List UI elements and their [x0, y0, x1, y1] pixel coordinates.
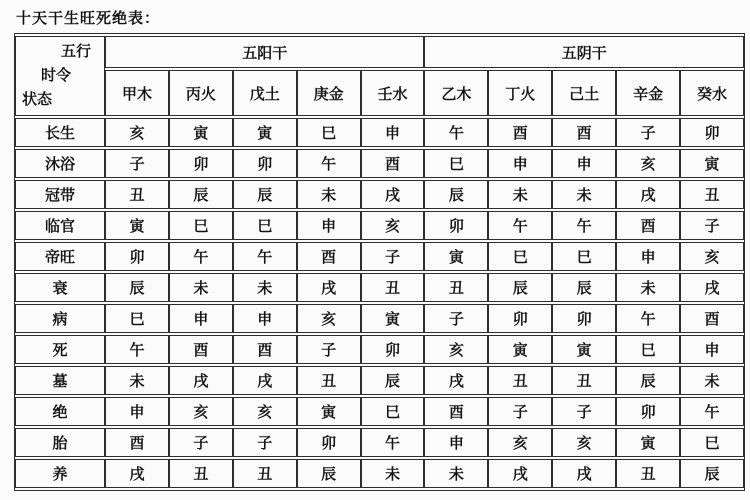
table-row: [15, 304, 744, 333]
branch-cell: 戌: [297, 273, 361, 302]
stage-label-cell: 帝旺: [15, 242, 105, 271]
branch-cell: 子: [616, 118, 680, 147]
stage-label-cell: 死: [15, 335, 105, 364]
branch-cell: 辰: [233, 180, 297, 209]
stem-header-cell: 己土: [552, 70, 616, 116]
branch-cell: 酉: [297, 242, 361, 271]
stem-header-cell: 乙木: [424, 70, 488, 116]
branch-cell: 寅: [616, 428, 680, 457]
branch-cell: 未: [552, 180, 616, 209]
branch-cell: 未: [424, 459, 488, 488]
branch-cell: 子: [424, 304, 488, 333]
branch-cell: 子: [105, 149, 169, 178]
branch-cell: 酉: [680, 304, 744, 333]
stem-header-cell: 庚金: [297, 70, 361, 116]
stem-header-cell: 甲木: [105, 70, 169, 116]
branch-cell: 酉: [488, 118, 552, 147]
branch-cell: 午: [616, 304, 680, 333]
branch-cell: 申: [680, 335, 744, 364]
branch-cell: 卯: [680, 118, 744, 147]
branch-cell: 辰: [680, 459, 744, 488]
branch-cell: 午: [680, 397, 744, 426]
stage-label-cell: 养: [15, 459, 105, 488]
stage-label-cell: 长生: [15, 118, 105, 147]
table-body: [15, 118, 744, 488]
branch-cell: 亥: [105, 118, 169, 147]
stage-label-cell: 临官: [15, 211, 105, 240]
branch-cell: 未: [488, 180, 552, 209]
branch-cell: 子: [297, 335, 361, 364]
branch-cell: 申: [361, 118, 425, 147]
branch-cell: 戌: [680, 273, 744, 302]
table-row: [15, 428, 744, 457]
branch-cell: 申: [233, 304, 297, 333]
branch-cell: 戌: [552, 459, 616, 488]
branch-cell: 未: [616, 273, 680, 302]
branch-cell: 午: [233, 242, 297, 271]
branch-cell: 寅: [361, 304, 425, 333]
corner-label-shiling: 时令: [40, 67, 71, 84]
branch-cell: 巳: [297, 118, 361, 147]
branch-cell: 子: [680, 211, 744, 240]
branch-cell: 酉: [105, 428, 169, 457]
stems-header-row: [15, 70, 744, 116]
branch-cell: 巳: [488, 242, 552, 271]
branch-cell: 戌: [616, 180, 680, 209]
branch-cell: 午: [552, 211, 616, 240]
branch-cell: 亥: [169, 397, 233, 426]
branch-cell: 未: [169, 273, 233, 302]
branch-cell: 未: [297, 180, 361, 209]
table-row: [15, 180, 744, 209]
page-title: 十天干生旺死绝表：: [16, 10, 161, 27]
branch-cell: 戌: [488, 459, 552, 488]
branch-cell: 子: [488, 397, 552, 426]
branch-cell: 午: [297, 149, 361, 178]
branch-cell: 戌: [361, 180, 425, 209]
branch-cell: 巳: [616, 335, 680, 364]
branch-cell: 寅: [552, 335, 616, 364]
branch-cell: 卯: [105, 242, 169, 271]
branch-cell: 亥: [616, 149, 680, 178]
stem-header-cell: 丙火: [169, 70, 233, 116]
branch-cell: 戌: [169, 366, 233, 395]
branch-cell: 辰: [169, 180, 233, 209]
branch-cell: 卯: [233, 149, 297, 178]
stem-header-cell: 辛金: [616, 70, 680, 116]
corner-label-zhuangtai: 状态: [22, 91, 53, 108]
branch-cell: 寅: [233, 118, 297, 147]
branch-cell: 卯: [616, 397, 680, 426]
branch-cell: 酉: [424, 397, 488, 426]
branch-cell: 卯: [297, 428, 361, 457]
branch-cell: 申: [105, 397, 169, 426]
corner-label-wuxing: 五行: [60, 43, 91, 60]
branch-cell: 酉: [552, 118, 616, 147]
branch-cell: 丑: [488, 366, 552, 395]
branch-cell: 巳: [680, 428, 744, 457]
table-row: [15, 273, 744, 302]
branch-cell: 丑: [169, 459, 233, 488]
branch-cell: 午: [169, 242, 233, 271]
branch-cell: 寅: [105, 211, 169, 240]
branch-cell: 辰: [616, 366, 680, 395]
branch-cell: 寅: [297, 397, 361, 426]
branch-cell: 戌: [105, 459, 169, 488]
table-row: [15, 459, 744, 488]
branch-cell: 丑: [105, 180, 169, 209]
branch-cell: 寅: [488, 335, 552, 364]
branch-cell: 丑: [616, 459, 680, 488]
branch-cell: 辰: [297, 459, 361, 488]
branch-cell: 未: [680, 366, 744, 395]
branch-cell: 子: [361, 242, 425, 271]
branch-cell: 寅: [169, 118, 233, 147]
table-row: [15, 211, 744, 240]
branch-cell: 丑: [552, 366, 616, 395]
stage-label-cell: 胎: [15, 428, 105, 457]
branch-cell: 申: [424, 428, 488, 457]
stem-header-cell: 壬水: [361, 70, 425, 116]
branch-cell: 辰: [488, 273, 552, 302]
branch-cell: 巳: [233, 211, 297, 240]
branch-cell: 未: [233, 273, 297, 302]
branch-cell: 午: [488, 211, 552, 240]
branch-cell: 辰: [552, 273, 616, 302]
branch-cell: 酉: [616, 211, 680, 240]
branch-cell: 午: [361, 428, 425, 457]
table-row: [15, 366, 744, 395]
branch-cell: 丑: [424, 273, 488, 302]
stage-label-cell: 沐浴: [15, 149, 105, 178]
stage-label-cell: 墓: [15, 366, 105, 395]
branch-cell: 亥: [680, 242, 744, 271]
branch-cell: 卯: [361, 335, 425, 364]
branch-cell: 丑: [361, 273, 425, 302]
table-row: [15, 335, 744, 364]
branch-cell: 亥: [233, 397, 297, 426]
branch-cell: 子: [233, 428, 297, 457]
branch-cell: 辰: [424, 180, 488, 209]
branch-cell: 丑: [680, 180, 744, 209]
branch-cell: 亥: [488, 428, 552, 457]
branch-cell: 寅: [424, 242, 488, 271]
branch-cell: 卯: [552, 304, 616, 333]
branch-cell: 巳: [552, 242, 616, 271]
branch-cell: 亥: [552, 428, 616, 457]
branch-cell: 辰: [361, 366, 425, 395]
branch-cell: 酉: [169, 335, 233, 364]
branch-cell: 亥: [424, 335, 488, 364]
branch-cell: 亥: [361, 211, 425, 240]
group-header-yang-stems: 五阳干: [105, 36, 424, 68]
branch-cell: 亥: [297, 304, 361, 333]
branch-cell: 卯: [424, 211, 488, 240]
table-row: [15, 242, 744, 271]
branch-cell: 戌: [424, 366, 488, 395]
table-row: [15, 118, 744, 147]
corner-header-cell: [15, 36, 105, 116]
branch-cell: 卯: [169, 149, 233, 178]
branch-cell: 寅: [680, 149, 744, 178]
group-header-yin-stems: 五阴干: [424, 36, 744, 68]
branch-cell: 酉: [233, 335, 297, 364]
branch-cell: 戌: [233, 366, 297, 395]
branch-cell: 丑: [297, 366, 361, 395]
branch-cell: 申: [488, 149, 552, 178]
branch-cell: 巳: [105, 304, 169, 333]
table-row: [15, 397, 744, 426]
stem-header-cell: 丁火: [488, 70, 552, 116]
branch-cell: 申: [169, 304, 233, 333]
stem-header-cell: 癸水: [680, 70, 744, 116]
branch-cell: 巳: [361, 397, 425, 426]
branch-cell: 丑: [233, 459, 297, 488]
stems-life-stage-table: [14, 33, 745, 491]
group-header-row: [15, 36, 744, 68]
branch-cell: 申: [616, 242, 680, 271]
table-row: [15, 149, 744, 178]
stage-label-cell: 衰: [15, 273, 105, 302]
stage-label-cell: 绝: [15, 397, 105, 426]
stem-header-cell: 戊土: [233, 70, 297, 116]
branch-cell: 巳: [424, 149, 488, 178]
branch-cell: 未: [361, 459, 425, 488]
stage-label-cell: 冠带: [15, 180, 105, 209]
branch-cell: 申: [297, 211, 361, 240]
stage-label-cell: 病: [15, 304, 105, 333]
branch-cell: 卯: [488, 304, 552, 333]
branch-cell: 午: [424, 118, 488, 147]
branch-cell: 未: [105, 366, 169, 395]
branch-cell: 申: [552, 149, 616, 178]
branch-cell: 辰: [105, 273, 169, 302]
branch-cell: 酉: [361, 149, 425, 178]
branch-cell: 子: [169, 428, 233, 457]
branch-cell: 巳: [169, 211, 233, 240]
branch-cell: 子: [552, 397, 616, 426]
branch-cell: 午: [105, 335, 169, 364]
